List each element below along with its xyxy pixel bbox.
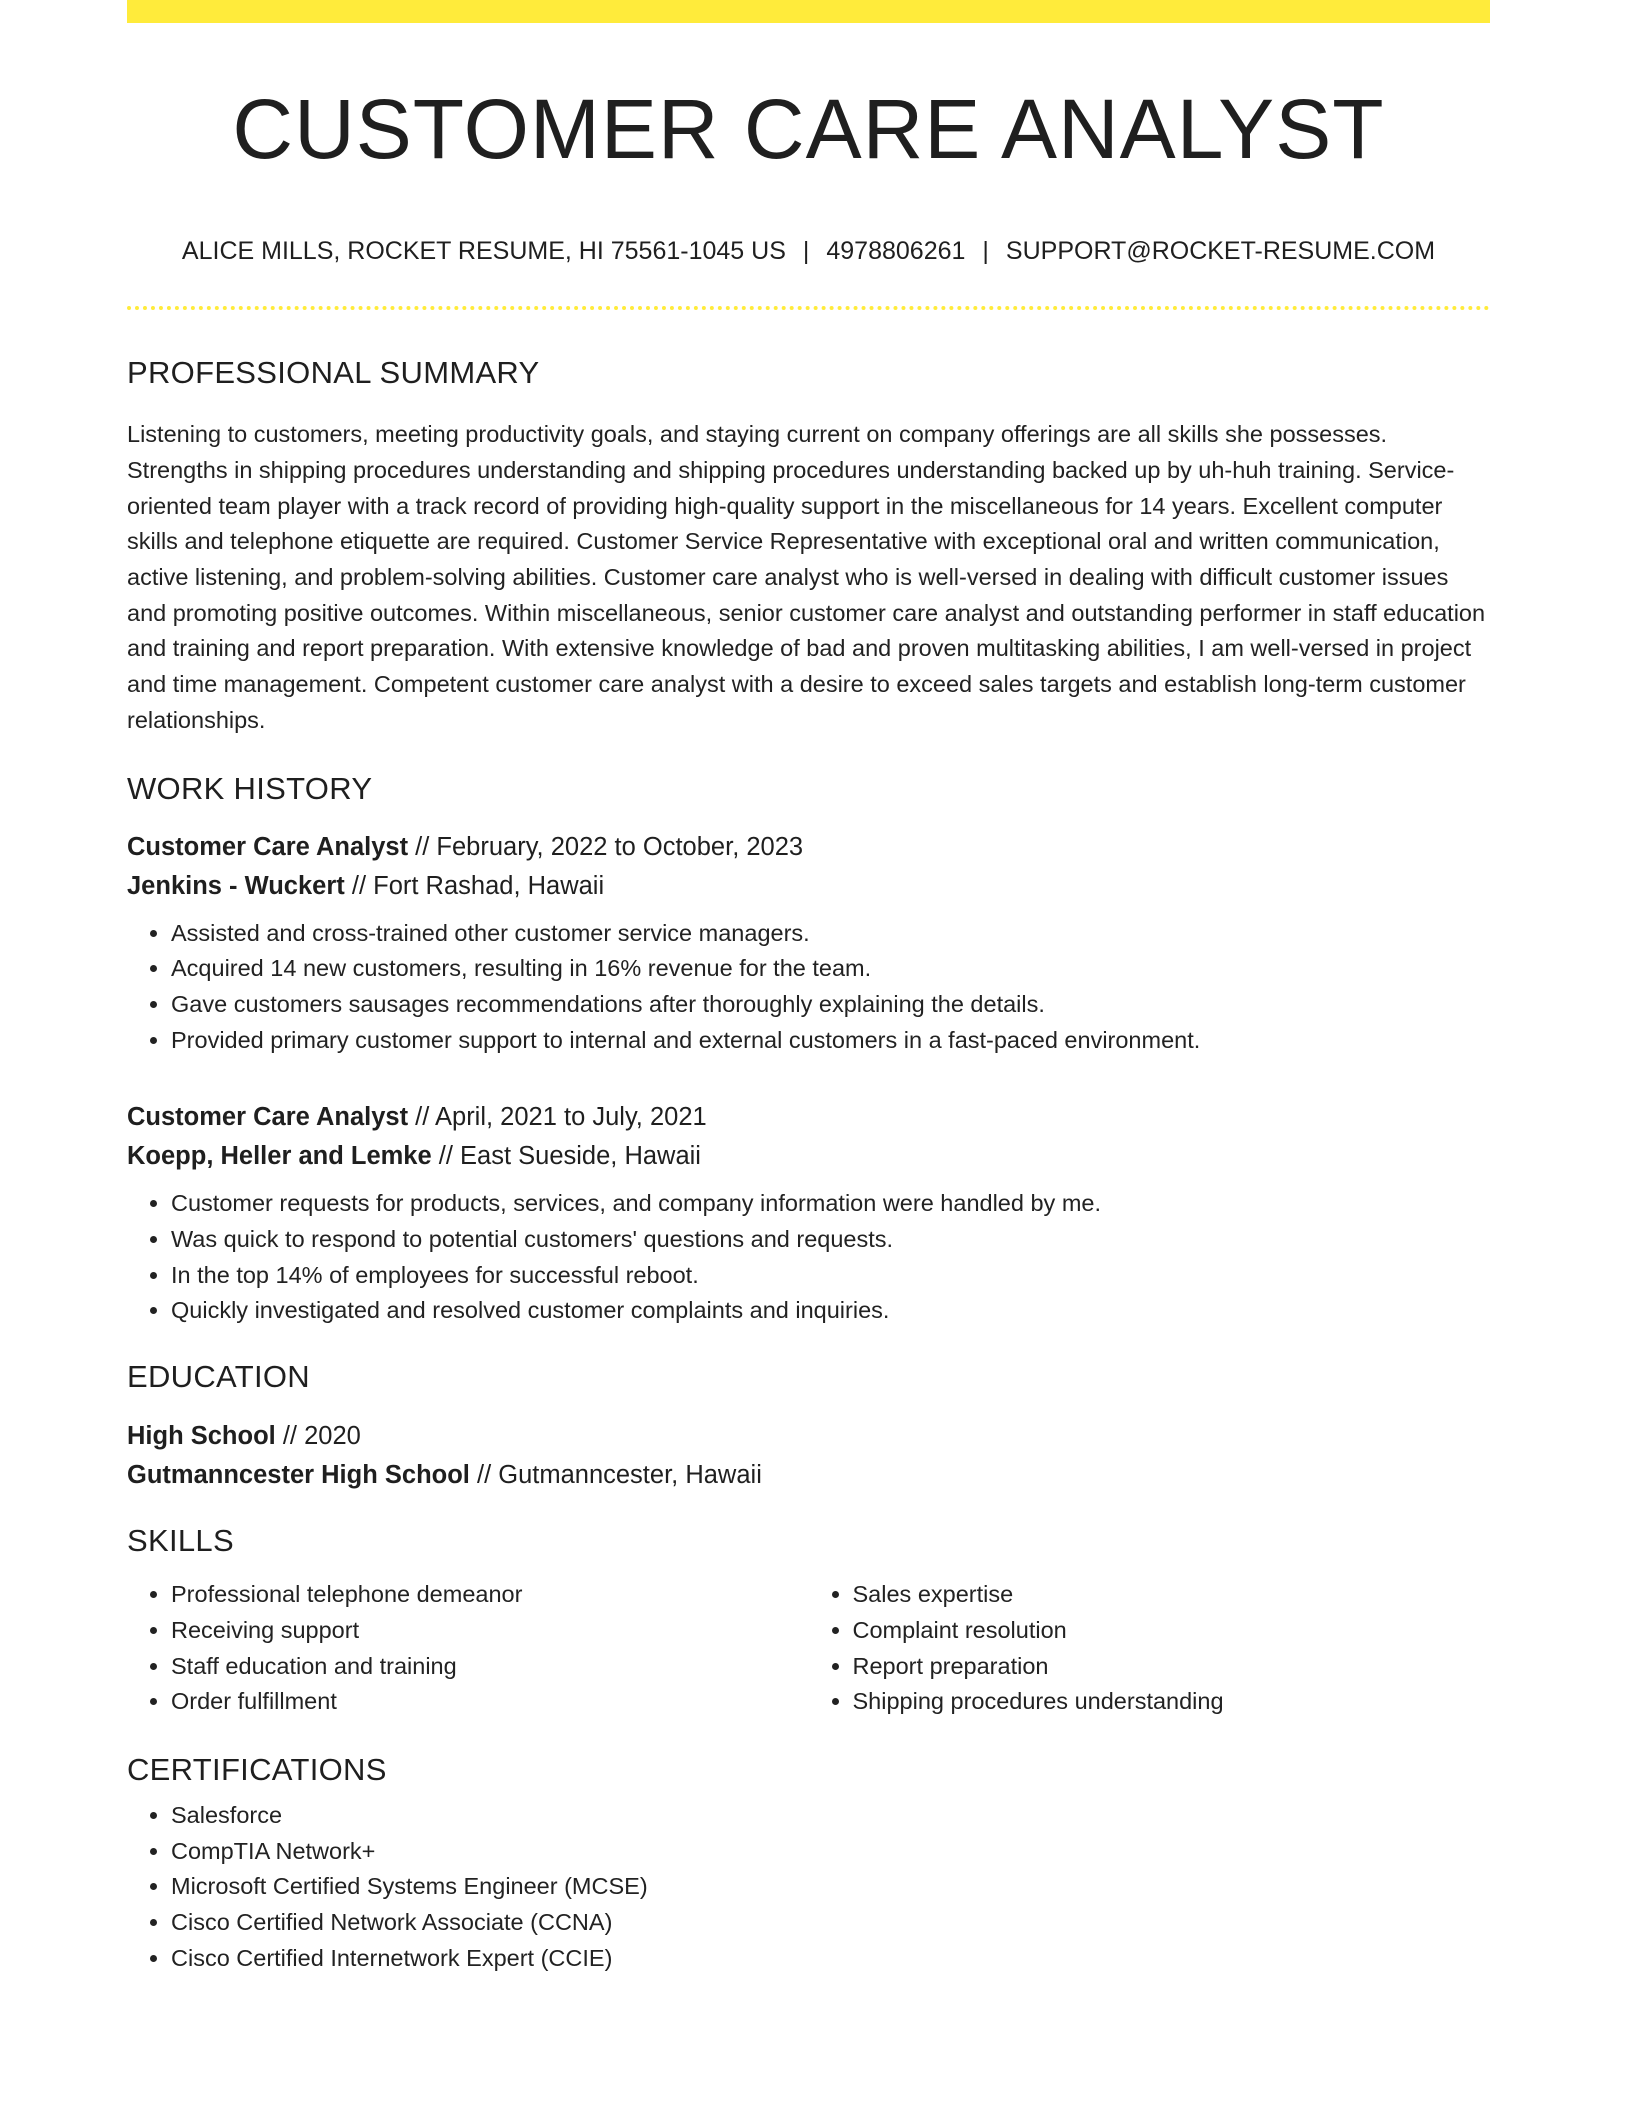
list-item: • Gave customers sausages recommendations after thoroughly explaining the details. [171,987,1490,1023]
work-history-heading: WORK HISTORY [127,770,373,806]
list-item: • In the top 14% of employees for successful reboot. [171,1258,1490,1294]
list-item: • Salesforce [171,1798,1490,1834]
job-dates: // February, 2022 to October, 2023 [415,832,804,861]
job-title: Customer Care Analyst [127,832,409,861]
job-bullets [127,1186,1490,1329]
job-entry [127,1098,1490,1329]
contact-phone: 4978806261 [826,237,966,266]
skills-column-right [809,1577,1491,1720]
list-item: • Quickly investigated and resolved customer complaints and inquiries. [171,1293,1490,1329]
resume-page [127,0,1490,1976]
job-company: Koepp, Heller and Lemke [127,1142,432,1171]
certifications-list [127,1798,1490,1977]
list-item: • Order fulfillment [171,1684,809,1720]
education-school: Gutmanncester High School [127,1461,470,1490]
certifications-heading: CERTIFICATIONS [127,1751,387,1787]
contact-address: ALICE MILLS, ROCKET RESUME, HI 75561-1045 US [181,237,786,266]
job-title: Customer Care Analyst [127,1103,409,1132]
list-item: • Customer requests for products, services, and company information were handled by me. [171,1186,1490,1222]
contact-email: SUPPORT@ROCKET-RESUME.COM [1005,237,1436,266]
education-location: // Gutmanncester, Hawaii [476,1461,762,1490]
list-item: • Shipping procedures understanding [853,1684,1491,1720]
skills-grid [127,1577,1490,1720]
education-school-line [127,1456,1490,1495]
summary-heading: PROFESSIONAL SUMMARY [127,355,540,391]
education-heading: EDUCATION [127,1359,310,1395]
job-location: // Fort Rashad, Hawaii [351,871,605,900]
contact-separator: | [982,237,989,266]
education-degree: High School [127,1422,276,1451]
list-item: • Microsoft Certified Systems Engineer (MCSE) [171,1869,1490,1905]
job-company: Jenkins - Wuckert [127,871,345,900]
list-item: • Receiving support [171,1613,809,1649]
education-degree-line [127,1417,1490,1456]
summary-text: Listening to customers, meeting productivity goals, and staying current on company offerings are all skills she possesses. Strengths in shipping procedures understanding and shipping procedures understanding backed up by uh-huh training. Service-oriented team player with a track record of providing high-quality support in the miscellaneous for 14 years. Excellent computer skills and telephone etiquette are required. Customer Service Representative with exceptional oral and written communication, active listening, and problem-solving abilities. Customer care analyst who is well-versed in dealing with difficult customer issues and promoting positive outcomes. Within miscellaneous, senior customer care analyst and outstanding performer in staff education and training and report preparation. With extensive knowledge of bad and proven multitasking abilities, I am well-versed in project and time management. Competent customer care analyst with a desire to exceed sales targets and establish long-term customer relationships. [127,421,1486,733]
list-item: • Professional telephone demeanor [171,1577,809,1613]
skills-heading: SKILLS [127,1523,234,1559]
list-item: • Acquired 14 new customers, resulting in 16% revenue for the team. [171,951,1490,987]
contact-line [127,237,1490,266]
list-item: • Cisco Certified Internetwork Expert (CCIE) [171,1941,1490,1977]
job-company-line [127,1137,1490,1176]
list-item: • Staff education and training [171,1649,809,1685]
list-item: • Complaint resolution [853,1613,1491,1649]
list-item: • Assisted and cross-trained other customer service managers. [171,916,1490,952]
job-title-line [127,1098,1490,1137]
list-item: • CompTIA Network+ [171,1834,1490,1870]
list-item: • Cisco Certified Network Associate (CCNA) [171,1905,1490,1941]
job-title-line [127,828,1490,867]
list-item: • Was quick to respond to potential customers' questions and requests. [171,1222,1490,1258]
list-item: • Provided primary customer support to internal and external customers in a fast-paced environment. [171,1023,1490,1059]
education-year: // 2020 [282,1422,361,1451]
job-location: // East Sueside, Hawaii [438,1142,701,1171]
list-item: • Report preparation [853,1649,1491,1685]
skills-column-left [127,1577,809,1720]
education-entry [127,1417,1490,1495]
contact-separator: | [802,237,810,266]
job-company-line [127,867,1490,906]
job-bullets [127,916,1490,1059]
list-item: • Sales expertise [853,1577,1491,1613]
job-entry [127,828,1490,1059]
resume-title: CUSTOMER CARE ANALYST [232,82,1385,176]
dotted-divider [127,306,1490,310]
accent-bar [127,0,1490,23]
job-dates: // April, 2021 to July, 2021 [415,1103,707,1132]
